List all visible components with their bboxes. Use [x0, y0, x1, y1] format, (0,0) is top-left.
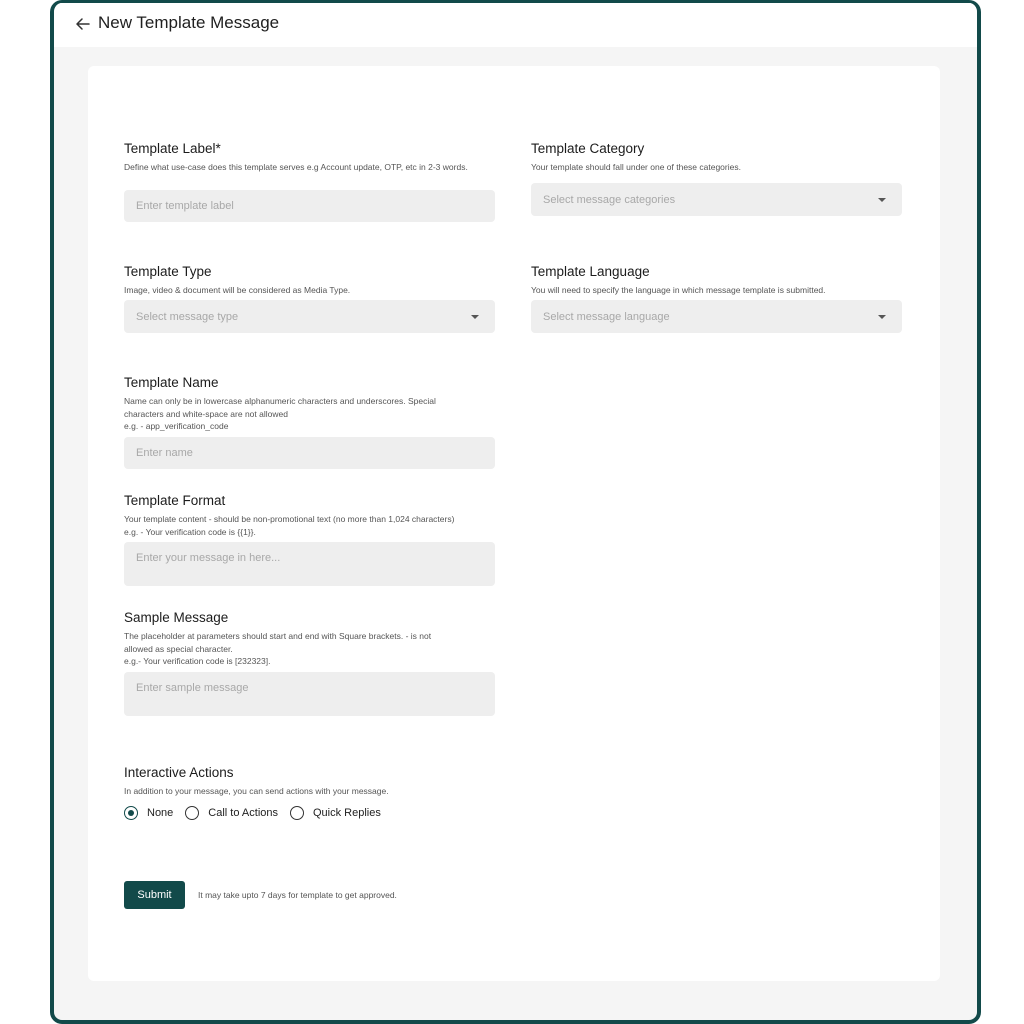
template-format-section [124, 493, 504, 538]
radio-unselected-icon[interactable] [185, 806, 199, 820]
submit-note: It may take upto 7 days for template to get approved. [198, 890, 397, 900]
template-format-textarea[interactable]: Enter your message in here... [124, 542, 495, 586]
template-format-help-2: e.g. - Your verification code is {{1}}. [124, 526, 256, 537]
radio-label-call-to-actions: Call to Actions [208, 807, 278, 819]
template-label-input[interactable]: Enter template label [124, 190, 495, 222]
template-language-heading: Template Language [531, 264, 650, 279]
interactive-actions-section [124, 765, 504, 798]
sample-message-help-2: allowed as special character. [124, 643, 233, 654]
template-type-select[interactable] [124, 300, 495, 333]
dropdown-caret-icon [878, 315, 886, 319]
interactive-actions-radio-group [124, 806, 393, 820]
template-label-section [124, 141, 504, 174]
sample-message-help-3: e.g.- Your verification code is [232323]. [124, 656, 271, 666]
template-type-help: Image, video & document will be considered as Media Type. [124, 285, 351, 295]
radio-option-quick-replies[interactable] [290, 806, 381, 820]
page-title: New Template Message [98, 13, 280, 32]
template-category-heading: Template Category [531, 141, 645, 156]
template-language-select[interactable] [531, 300, 902, 333]
template-category-section [531, 141, 911, 174]
radio-option-none[interactable] [124, 806, 173, 820]
template-type-section [124, 264, 504, 297]
template-language-help: You will need to specify the language in which message template is submitted. [531, 285, 826, 295]
template-format-heading: Template Format [124, 493, 226, 508]
template-name-help-2: characters and white-space are not allowed [124, 408, 288, 419]
dropdown-caret-icon [471, 315, 479, 319]
radio-label-none: None [147, 807, 174, 819]
template-language-section [531, 264, 911, 297]
template-format-help-1: Your template content - should be non-promotional text (no more than 1,024 characters) [124, 514, 455, 524]
template-name-section [124, 375, 504, 433]
template-category-help: Your template should fall under one of these categories. [531, 162, 741, 172]
template-category-placeholder: Select message categories [543, 193, 676, 206]
template-language-placeholder: Select message language [543, 310, 670, 323]
radio-option-call-to-actions[interactable] [185, 806, 278, 820]
template-label-heading: Template Label* [124, 141, 221, 156]
template-category-select[interactable] [531, 183, 902, 216]
sample-message-heading: Sample Message [124, 610, 229, 625]
dropdown-caret-icon [878, 198, 886, 202]
template-type-heading: Template Type [124, 264, 212, 279]
form-card [88, 66, 940, 981]
template-name-help-3: e.g. - app_verification_code [124, 421, 229, 431]
submit-button[interactable]: Submit [124, 881, 185, 909]
radio-unselected-icon[interactable] [290, 806, 304, 820]
app-window [50, 0, 981, 1024]
back-arrow-icon[interactable] [74, 15, 92, 33]
sample-message-help-1: The placeholder at parameters should start and end with Square brackets. - is not [124, 631, 432, 641]
radio-label-quick-replies: Quick Replies [313, 807, 381, 819]
sample-message-textarea[interactable]: Enter sample message [124, 672, 495, 716]
radio-selected-icon[interactable] [124, 806, 138, 820]
interactive-actions-heading: Interactive Actions [124, 765, 234, 780]
template-name-input[interactable]: Enter name [124, 437, 495, 469]
template-name-help-1: Name can only be in lowercase alphanumeric characters and underscores. Special [124, 396, 436, 406]
template-name-heading: Template Name [124, 375, 219, 390]
template-type-placeholder: Select message type [136, 310, 239, 323]
sample-message-section [124, 610, 504, 668]
top-bar [54, 3, 977, 47]
interactive-actions-help: In addition to your message, you can send actions with your message. [124, 786, 389, 796]
template-label-help: Define what use-case does this template serves e.g Account update, OTP, etc in 2-3 words. [124, 162, 468, 172]
